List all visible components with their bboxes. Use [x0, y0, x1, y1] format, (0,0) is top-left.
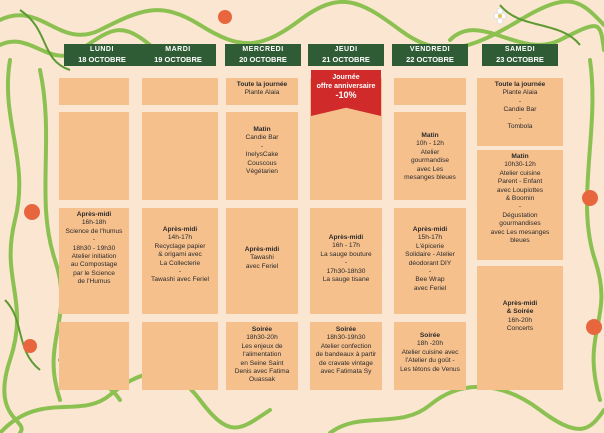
- cell-line: Les enjeux de: [241, 342, 283, 350]
- cell-line: & origami avec: [158, 251, 202, 259]
- promo-text: [311, 74, 381, 100]
- cell-line: -: [518, 97, 522, 105]
- cell-title: Après-midi: [162, 226, 198, 233]
- day-header-monday: [64, 44, 140, 66]
- day-name: VENDREDI: [409, 46, 451, 53]
- cell-line: de l'Humus: [77, 278, 111, 286]
- day-header-tuesday: [140, 44, 216, 66]
- cell-line: Candie Bar: [245, 134, 279, 142]
- peach-icon: [24, 204, 40, 220]
- cell-line: 10h - 12h: [416, 140, 444, 148]
- cell-line: Tombola: [507, 123, 533, 131]
- day-header-saturday: [482, 44, 558, 66]
- cell-thursday-evening: [310, 322, 382, 390]
- cell-line: 10h30-12h: [504, 161, 536, 169]
- cell-line: -: [344, 259, 348, 267]
- cell-monday-top: [59, 78, 129, 105]
- cell-title: Après-midi: [244, 246, 280, 253]
- cell-line: 15h-17h: [417, 234, 443, 242]
- cell-line: l'Atelier du goût -: [405, 357, 455, 365]
- day-date: 18 OCTOBRE: [78, 55, 126, 64]
- cell-title: Toute la journée: [494, 81, 546, 88]
- cell-line: Atelier cuisine avec: [401, 348, 459, 356]
- cell-line: L'épicerie: [415, 242, 445, 250]
- cell-saturday-afternoon: [477, 266, 563, 390]
- day-header-friday: [392, 44, 468, 66]
- cell-monday-evening: [59, 322, 129, 390]
- peach-icon: [586, 319, 602, 335]
- cell-title: Après-midi: [76, 211, 112, 218]
- cell-line: -: [428, 268, 432, 276]
- cell-line: gourmandises: [499, 220, 541, 228]
- cell-line: Végétarien: [246, 168, 278, 176]
- cell-friday-evening: [394, 322, 466, 390]
- day-name: LUNDI: [90, 46, 114, 53]
- cell-line: La Collecterie: [159, 259, 201, 267]
- cell-tuesday-evening: [142, 322, 218, 390]
- cell-friday-afternoon: [394, 208, 466, 314]
- day-header-wednesday: [225, 44, 301, 66]
- cell-title: Après-midi: [328, 234, 364, 241]
- cell-line: La sauge bouture: [320, 250, 372, 258]
- cell-line: 18h30-19h30: [326, 334, 366, 342]
- day-date: 21 OCTOBRE: [322, 55, 370, 64]
- peach-icon: [218, 10, 232, 24]
- cell-title: Matin: [253, 126, 271, 133]
- cell-line: avec Fatimata Sy: [320, 368, 372, 376]
- cell-line: Science de l'humus: [65, 227, 123, 235]
- cell-line: -: [260, 142, 264, 150]
- day-name: JEUDI: [334, 46, 358, 53]
- cell-line: Plante Alaia: [502, 89, 538, 97]
- cell-line: Denis avec Fatima: [234, 368, 290, 376]
- cell-line: Ouassak: [248, 376, 276, 384]
- cell-line: en Seine Saint: [240, 359, 284, 367]
- cell-saturday-top: [477, 78, 563, 146]
- cell-line: avec Les: [416, 165, 444, 173]
- cell-line: de cravate vintage: [319, 359, 373, 367]
- cell-monday-afternoon: [59, 208, 129, 314]
- cell-line: mesanges bleues: [404, 174, 456, 182]
- peach-icon: [23, 339, 37, 353]
- cell-line: La sauge tisane: [322, 276, 370, 284]
- cell-line: par le Science: [73, 269, 115, 277]
- cell-line: 18h -20h: [416, 340, 444, 348]
- cell-line: Atelier initiation: [71, 253, 117, 261]
- cell-line: avec Les mesanges: [490, 228, 550, 236]
- cell-saturday-morning: [477, 150, 563, 260]
- cell-line: 17h30-18h30: [326, 267, 366, 275]
- day-date: 22 OCTOBRE: [406, 55, 454, 64]
- cell-wednesday-evening: [226, 322, 298, 390]
- peach-icon: [582, 190, 598, 206]
- anniversary-promo-ribbon: [311, 70, 381, 116]
- cell-wednesday-top: [226, 78, 298, 105]
- cell-line: -: [178, 268, 182, 276]
- cell-line: 16h - 17h: [332, 242, 360, 250]
- cell-title: Après-midi: [502, 300, 538, 307]
- cell-title: Matin: [421, 132, 439, 139]
- promo-line2: offre anniversaire: [316, 82, 376, 90]
- cell-line: Dégustation: [502, 211, 538, 219]
- cell-line: Les tétons de Venus: [400, 365, 460, 373]
- cell-title: Soirée: [251, 326, 273, 333]
- cell-monday-morning: [59, 112, 129, 200]
- cell-line: Recyclage papier: [154, 242, 206, 250]
- cell-line: Plante Alaia: [244, 89, 280, 97]
- cell-tuesday-afternoon: [142, 208, 218, 314]
- cell-thursday-afternoon: [310, 208, 382, 314]
- cell-line: déodorant DIY: [408, 259, 452, 267]
- day-header-thursday: [308, 44, 384, 66]
- cell-line: gourmandise: [410, 157, 450, 165]
- cell-line: de bandeaux à partir: [315, 351, 377, 359]
- day-date: 19 OCTOBRE: [154, 55, 202, 64]
- cell-line: -: [518, 203, 522, 211]
- cell-line: avec Feriel: [245, 262, 279, 270]
- cell-line: Tawashi avec Feriel: [151, 276, 209, 284]
- cell-line: avec Feriel: [413, 284, 447, 292]
- cell-title: Toute la journée: [236, 81, 288, 88]
- cell-line: bleues: [510, 237, 530, 245]
- cell-line: Atelier confection: [320, 342, 372, 350]
- day-date: 23 OCTOBRE: [496, 55, 544, 64]
- cell-wednesday-morning: [226, 112, 298, 200]
- cell-line: Concerts: [506, 325, 534, 333]
- cell-line: 18h30-20h: [246, 334, 278, 342]
- cell-friday-top: [394, 78, 466, 105]
- day-name: MERCREDI: [242, 46, 284, 53]
- promo-discount: -10%: [335, 90, 357, 100]
- cell-line: Solidaire - Atelier: [405, 251, 455, 259]
- cell-line: au Compostage: [70, 261, 118, 269]
- cell-line: & Boomin: [505, 195, 535, 203]
- cell-line: 16h-20h: [507, 316, 533, 324]
- cell-line: 16h-18h: [81, 219, 107, 227]
- cell-line: Bee Wrap: [415, 276, 445, 284]
- day-date: 20 OCTOBRE: [239, 55, 287, 64]
- cell-line: avec Loupiottes: [496, 186, 544, 194]
- cell-friday-morning: [394, 112, 466, 200]
- cell-title2: & Soirée: [506, 308, 534, 316]
- cell-line: Candie Bar: [503, 106, 537, 114]
- cell-line: InelysCake: [245, 151, 279, 159]
- cell-line: Tawashi: [250, 254, 274, 262]
- cell-line: 18h30 - 19h30: [72, 244, 116, 252]
- cell-line: l'alimentation: [242, 351, 282, 359]
- cell-title: Soirée: [419, 332, 441, 339]
- cell-title: Matin: [511, 153, 529, 160]
- cell-tuesday-top: [142, 78, 218, 105]
- cell-wednesday-afternoon: [226, 208, 298, 314]
- cell-line: 14h-17h: [167, 234, 193, 242]
- cell-line: Couscous: [247, 159, 277, 167]
- cell-line: Atelier: [420, 148, 440, 156]
- promo-line1: Journée: [332, 74, 360, 81]
- cell-line: Atelier cuisine: [499, 169, 541, 177]
- cell-line: -: [92, 236, 96, 244]
- day-name: MARDI: [165, 46, 191, 53]
- day-name: SAMEDI: [504, 46, 536, 53]
- cell-line: Parent - Enfant: [497, 178, 543, 186]
- cell-title: Après-midi: [412, 226, 448, 233]
- cell-line: -: [518, 114, 522, 122]
- cell-tuesday-morning: [142, 112, 218, 200]
- cell-title: Soirée: [335, 326, 357, 333]
